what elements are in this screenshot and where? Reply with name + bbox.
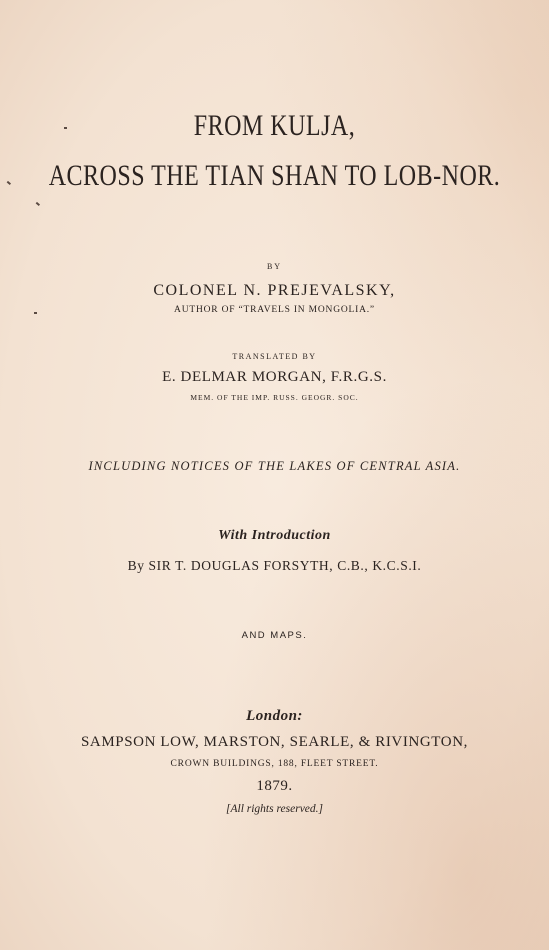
translated-by-label: TRANSLATED BY <box>232 352 317 361</box>
paper-speck <box>36 202 40 206</box>
imprint-city: London: <box>246 708 303 724</box>
publisher-address: CROWN BUILDINGS, 188, FLEET STREET. <box>170 759 379 769</box>
with-introduction: With Introduction <box>218 528 331 543</box>
translator-name: E. DELMAR MORGAN, F.R.G.S. <box>162 369 387 385</box>
rights-notice: [All rights reserved.] <box>226 803 323 815</box>
author-note: AUTHOR OF “TRAVELS IN MONGOLIA.” <box>174 305 375 315</box>
title-line-1: FROM KULJA, <box>193 110 356 143</box>
publication-year: 1879. <box>256 778 293 794</box>
and-maps: AND MAPS. <box>241 630 308 641</box>
introduction-author: By SIR T. DOUGLAS FORSYTH, C.B., K.C.S.I. <box>127 558 422 573</box>
publisher-name: SAMPSON LOW, MARSTON, SEARLE, & RIVINGTON, <box>80 734 469 750</box>
subtitle-notices: INCLUDING NOTICES OF THE LAKES OF CENTRAL ASIA. <box>88 459 461 473</box>
translator-note: MEM. OF THE IMP. RUSS. GEOGR. SOC. <box>190 393 359 402</box>
paper-speck <box>64 127 67 129</box>
by-label: BY <box>266 262 283 271</box>
paper-speck <box>34 312 37 314</box>
title-line-2: ACROSS THE TIAN SHAN TO LOB-NOR. <box>48 160 501 193</box>
author-name: COLONEL N. PREJEVALSKY, <box>153 282 396 299</box>
